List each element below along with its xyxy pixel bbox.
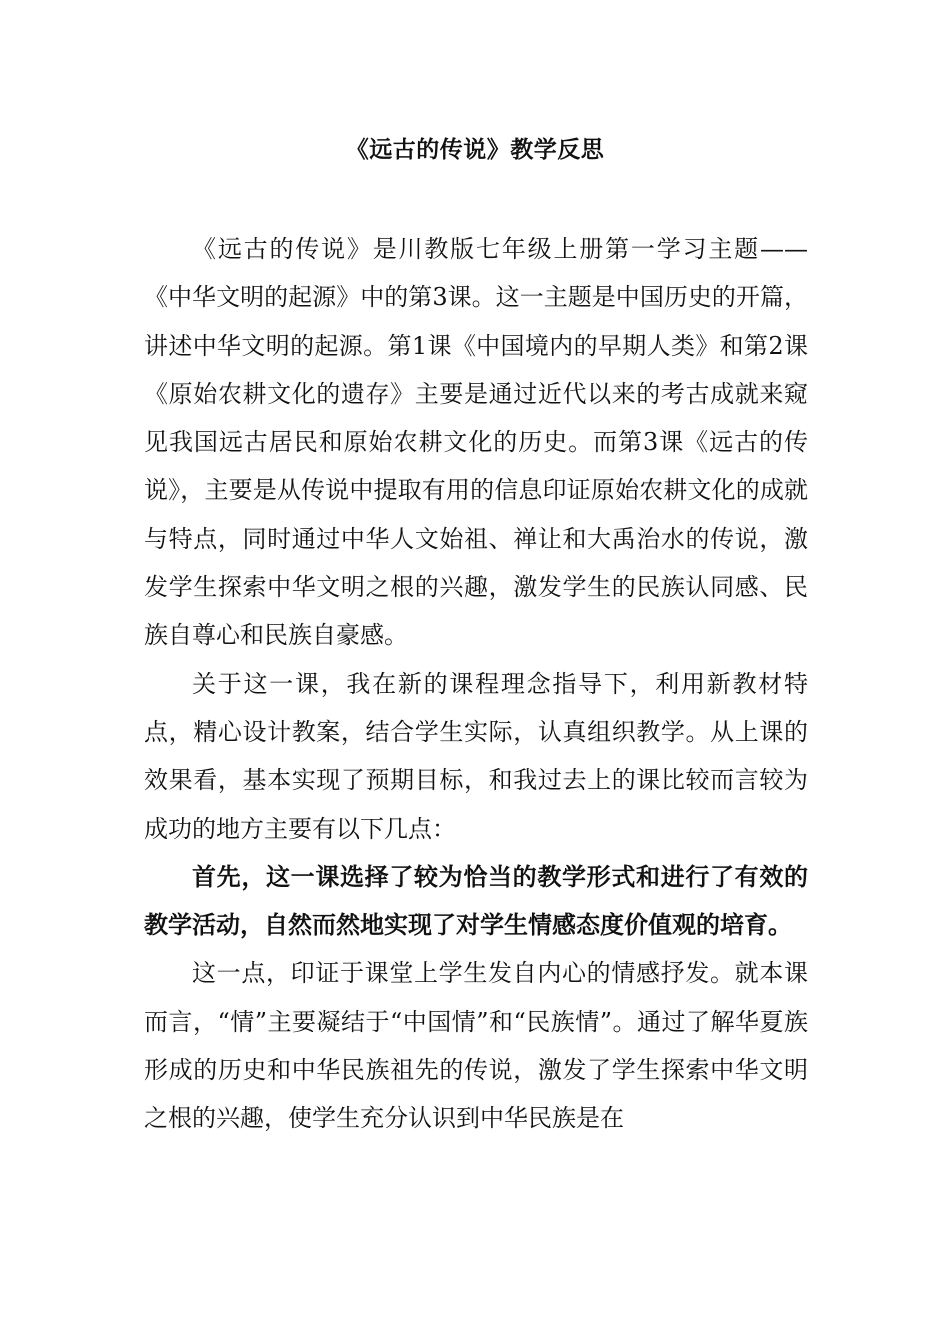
document-body bbox=[144, 225, 808, 1143]
paragraph-first-point: 首先，这一课选择了较为恰当的教学形式和进行了有效的教学活动，自然而然地实现了对学生情感态度价值观的培育。 bbox=[144, 861, 808, 940]
paragraph-intro: 《远古的传说》是川教版七年级上册第一学习主题——《中华文明的起源》中的第3课。这一主题是中国历史的开篇，讲述中华文明的起源。第1课《中国境内的早期人类》和第2课《原始农耕文化的遗存》主要是通过近代以来的考古成就来窥见我国远古居民和原始农耕文化的历史。而第3课《远古的传说》，主要是从传说中提取有用的信息印证原始农耕文化的成就与特点，同时通过中华人文始祖、禅让和大禹治水的传说，激发学生探索中华文明之根的兴趣，激发学生的民族认同感、民族自尊心和民族自豪感。 bbox=[144, 235, 808, 650]
paragraph-first-point-detail: 这一点，印证于课堂上学生发自内心的情感抒发。就本课而言，“情”主要凝结于“中国情”和“民族情”。通过了解华夏族形成的历史和中华民族祖先的传说，激发了学生探索中华文明之根的兴趣，使学生充分认识到中华民族是在 bbox=[144, 959, 808, 1133]
document-title: 《远古的传说》教学反思 bbox=[345, 136, 605, 163]
paragraph-overview: 关于这一课，我在新的课程理念指导下，利用新教材特点，精心设计教案，结合学生实际，认真组织教学。从上课的效果看，基本实现了预期目标，和我过去上的课比较而言较为成功的地方主要有以下几点： bbox=[144, 669, 808, 843]
